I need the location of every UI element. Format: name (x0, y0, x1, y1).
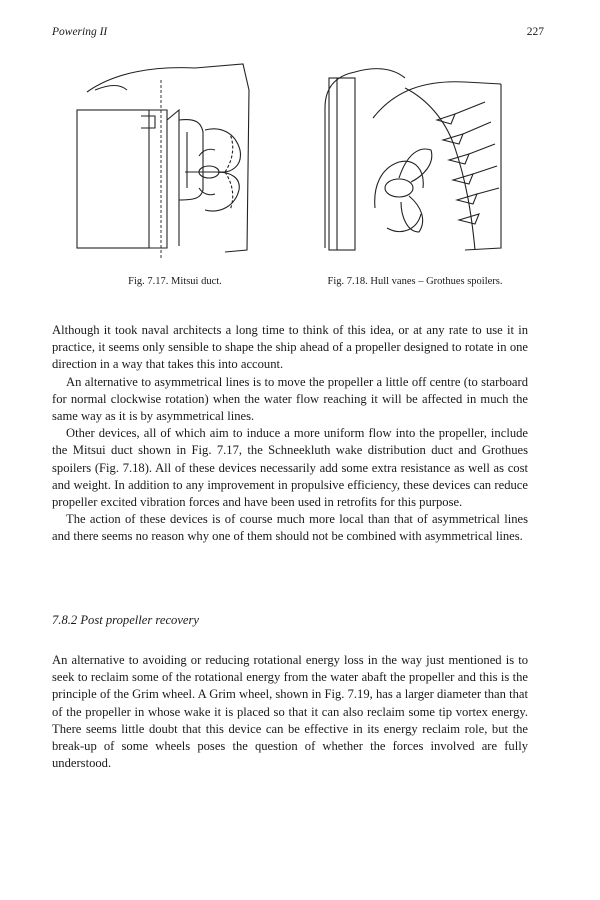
paragraph: The action of these devices is of course much more local than that of asymmetrical lines and there seems no reason why one of them should not be combined with asymmetrical lines. (52, 512, 528, 544)
body-paragraphs (52, 322, 528, 546)
section-body (52, 652, 528, 772)
figure-mitsui-duct (75, 60, 255, 265)
page-number: 227 (526, 26, 544, 38)
section-heading: 7.8.2 Post propeller recovery (52, 613, 200, 627)
figure-caption-718: Fig. 7.18. Hull vanes – Grothues spoilers. (327, 276, 503, 287)
figure-caption-717: Fig. 7.17. Mitsui duct. (128, 276, 222, 287)
paragraph: Other devices, all of which aim to induce a more uniform flow into the propeller, include the Mitsui duct shown in Fig. 7.17, the Schneekluth wake distribution duct and Grothues spoilers (Fig. 7.18). All of these devices necessarily add some extra resistance as well as cost and weight. In addition to any improvement in propulsive efficiency, these devices can reduce propeller excited vibration forces and have been used in retrofits for this purpose. (52, 426, 528, 510)
figure-grothues-spoilers (315, 58, 505, 263)
page-header (52, 26, 544, 38)
running-title: Powering II (52, 26, 108, 38)
paragraph: An alternative to asymmetrical lines is to move the propeller a little off centre (to starboard for normal clockwise rotation) when the water flow reaching it will be affected in much the same way as it is by asymmetrical lines. (52, 374, 528, 424)
paragraph: An alternative to avoiding or reducing rotational energy loss in the way just mentioned is to seek to reclaim some of the rotational energy from the water abaft the propeller and this is the principle of the Grim wheel. A Grim wheel, shown in Fig. 7.19, has a larger diameter than that of the propeller in whose wake it is placed so that it can also reclaim some tip vortex energy. There seems little doubt that this device can be effective in its energy reclaim role, but the break-up of some wheels poses the question of whether the forces involved are fully understood. (52, 653, 528, 771)
paragraph: Although it took naval architects a long time to think of this idea, or at any rate to use it in practice, it seems only sensible to shape the ship ahead of a propeller designed to rotate in one direction in a way that takes this into account. (52, 323, 528, 372)
